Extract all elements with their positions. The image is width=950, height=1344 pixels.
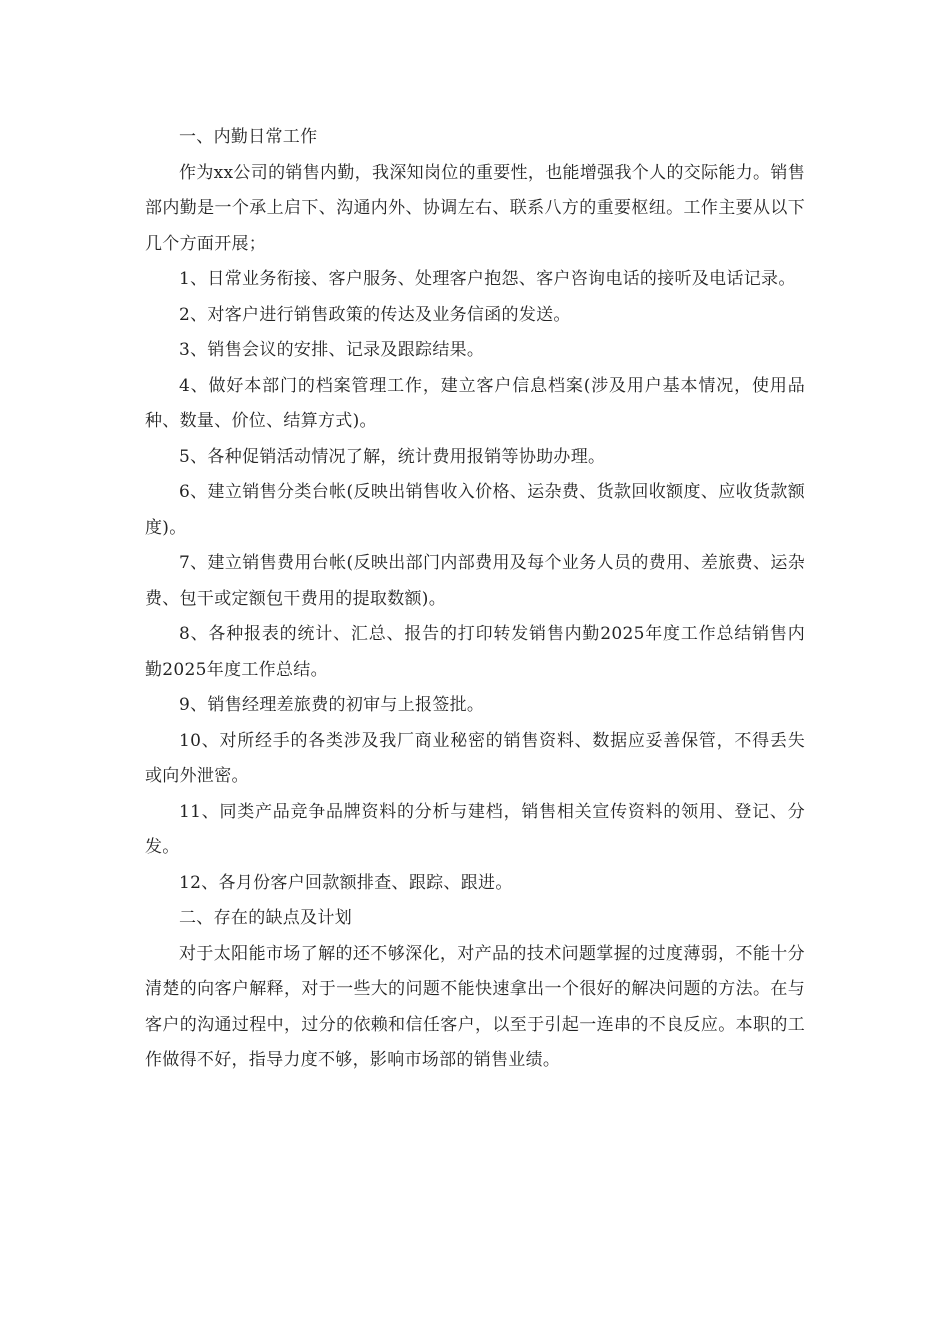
list-item-7: 7、建立销售费用台帐(反映出部门内部费用及每个业务人员的费用、差旅费、运杂费、包干或定额包干费用的提取数额)。	[145, 553, 805, 609]
list-item-4: 4、做好本部门的档案管理工作，建立客户信息档案(涉及用户基本情况，使用品种、数量、价位、结算方式)。	[145, 375, 805, 431]
list-item-11: 11、同类产品竞争品牌资料的分析与建档，销售相关宣传资料的领用、登记、分发。	[145, 801, 805, 857]
list-item-6: 6、建立销售分类台帐(反映出销售收入价格、运杂费、货款回收额度、应收货款额度)。	[145, 482, 805, 538]
list-item-8: 8、各种报表的统计、汇总、报告的打印转发销售内勤2025年度工作总结销售内勤2025年度工作总结。	[145, 624, 805, 680]
intro-paragraph: 作为xx公司的销售内勤，我深知岗位的重要性，也能增强我个人的交际能力。销售部内勤是一个承上启下、沟通内外、协调左右、联系八方的重要枢纽。工作主要从以下几个方面开展；	[145, 162, 805, 254]
section-heading-shortcomings: 二、存在的缺点及计划	[179, 908, 352, 928]
list-item-3: 3、销售会议的安排、记录及跟踪结果。	[179, 340, 485, 360]
document-body	[145, 120, 805, 1079]
section-heading-daily-work: 一、内勤日常工作	[179, 127, 318, 147]
list-item-5: 5、各种促销活动情况了解，统计费用报销等协助办理。	[179, 446, 606, 467]
list-item-2: 2、对客户进行销售政策的传达及业务信函的发送。	[179, 304, 571, 325]
shortcomings-paragraph: 对于太阳能市场了解的还不够深化，对产品的技术问题掌握的过度薄弱，不能十分清楚的向客户解释，对于一些大的问题不能快速拿出一个很好的解决问题的方法。在与客户的沟通过程中，过分的依赖和信任客户，以至于引起一连串的不良反应。本职的工作做得不好，指导力度不够，影响市场部的销售业绩。	[145, 943, 805, 1070]
list-item-12: 12、各月份客户回款额排查、跟踪、跟进。	[179, 872, 513, 893]
list-item-9: 9、销售经理差旅费的初审与上报签批。	[179, 695, 485, 715]
list-item-1: 1、日常业务衔接、客户服务、处理客户抱怨、客户咨询电话的接听及电话记录。	[179, 269, 796, 289]
list-item-10: 10、对所经手的各类涉及我厂商业秘密的销售资料、数据应妥善保管，不得丢失或向外泄密。	[145, 730, 805, 786]
